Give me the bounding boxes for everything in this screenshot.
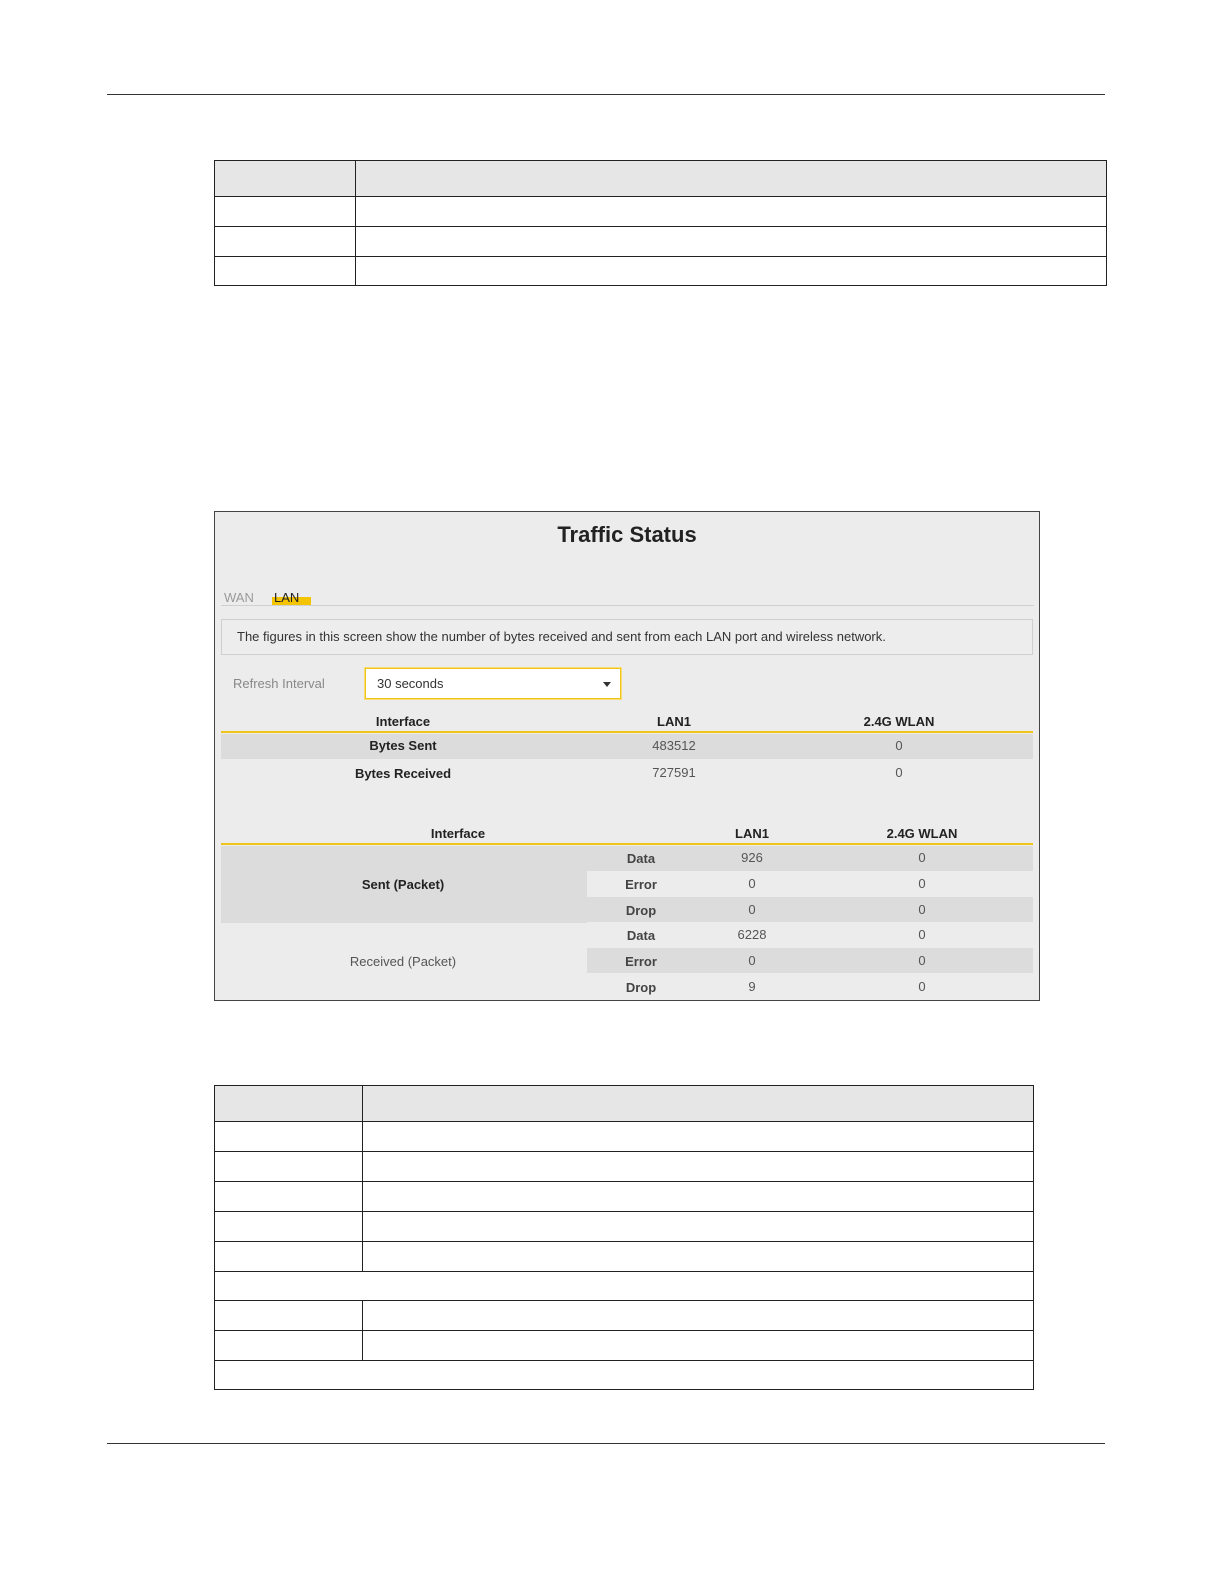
bytes-header-interface: Interface	[375, 714, 431, 729]
sent-data-lan1: 926	[741, 850, 763, 865]
table-row	[221, 734, 1033, 759]
received-drop-lan1: 9	[748, 979, 756, 994]
received-data-lan1: 6228	[737, 927, 767, 942]
doc-table-top	[214, 160, 1107, 286]
packet-header-wlan: 2.4G WLAN	[886, 826, 958, 841]
received-error-lan1: 0	[748, 953, 756, 968]
bytes-sent-label: Bytes Sent	[369, 738, 437, 753]
chevron-down-icon	[603, 682, 611, 687]
packet-header-interface: Interface	[430, 826, 486, 841]
refresh-interval-select[interactable]	[365, 668, 621, 699]
sent-data-wlan: 0	[918, 850, 926, 865]
bytes-sent-lan1: 483512	[652, 738, 696, 753]
packet-header-underline	[221, 843, 1033, 845]
received-error-wlan: 0	[918, 953, 926, 968]
sent-error-label: Error	[625, 877, 657, 892]
sent-error-wlan: 0	[918, 876, 926, 891]
sent-drop-lan1: 0	[748, 902, 756, 917]
bytes-received-label: Bytes Received	[354, 766, 452, 781]
bytes-header-wlan: 2.4G WLAN	[863, 714, 935, 729]
refresh-interval-label: Refresh Interval	[233, 676, 325, 691]
received-drop-wlan: 0	[918, 979, 926, 994]
page-title: Traffic Status	[557, 522, 697, 547]
bytes-received-wlan: 0	[895, 765, 903, 780]
bytes-header-underline	[221, 731, 1033, 733]
sent-data-label: Data	[626, 851, 656, 866]
tab-lan[interactable]: LAN	[272, 590, 311, 605]
description-text: The figures in this screen show the number of bytes received and sent from each LAN port and wireless network.	[237, 629, 886, 644]
received-data-label: Data	[626, 928, 656, 943]
header-rule	[107, 94, 1105, 95]
tab-wan[interactable]: WAN	[224, 590, 254, 605]
sent-packet-label: Sent (Packet)	[361, 877, 445, 892]
sent-error-lan1: 0	[748, 876, 756, 891]
received-drop-label: Drop	[625, 980, 657, 995]
description-box	[221, 619, 1033, 655]
doc-table-bottom	[214, 1085, 1034, 1390]
refresh-interval-value: 30 seconds	[377, 676, 444, 691]
bytes-received-lan1: 727591	[652, 765, 696, 780]
received-error-label: Error	[625, 954, 657, 969]
footer-rule	[107, 1443, 1105, 1444]
packet-header-lan1: LAN1	[735, 826, 769, 841]
traffic-status-screenshot	[214, 511, 1040, 1001]
received-packet-label: Received (Packet)	[349, 954, 457, 969]
received-data-wlan: 0	[918, 927, 926, 942]
tab-divider	[221, 605, 1034, 606]
bytes-sent-wlan: 0	[895, 738, 903, 753]
bytes-header-lan1: LAN1	[657, 714, 691, 729]
sent-drop-label: Drop	[625, 903, 657, 918]
sent-drop-wlan: 0	[918, 902, 926, 917]
